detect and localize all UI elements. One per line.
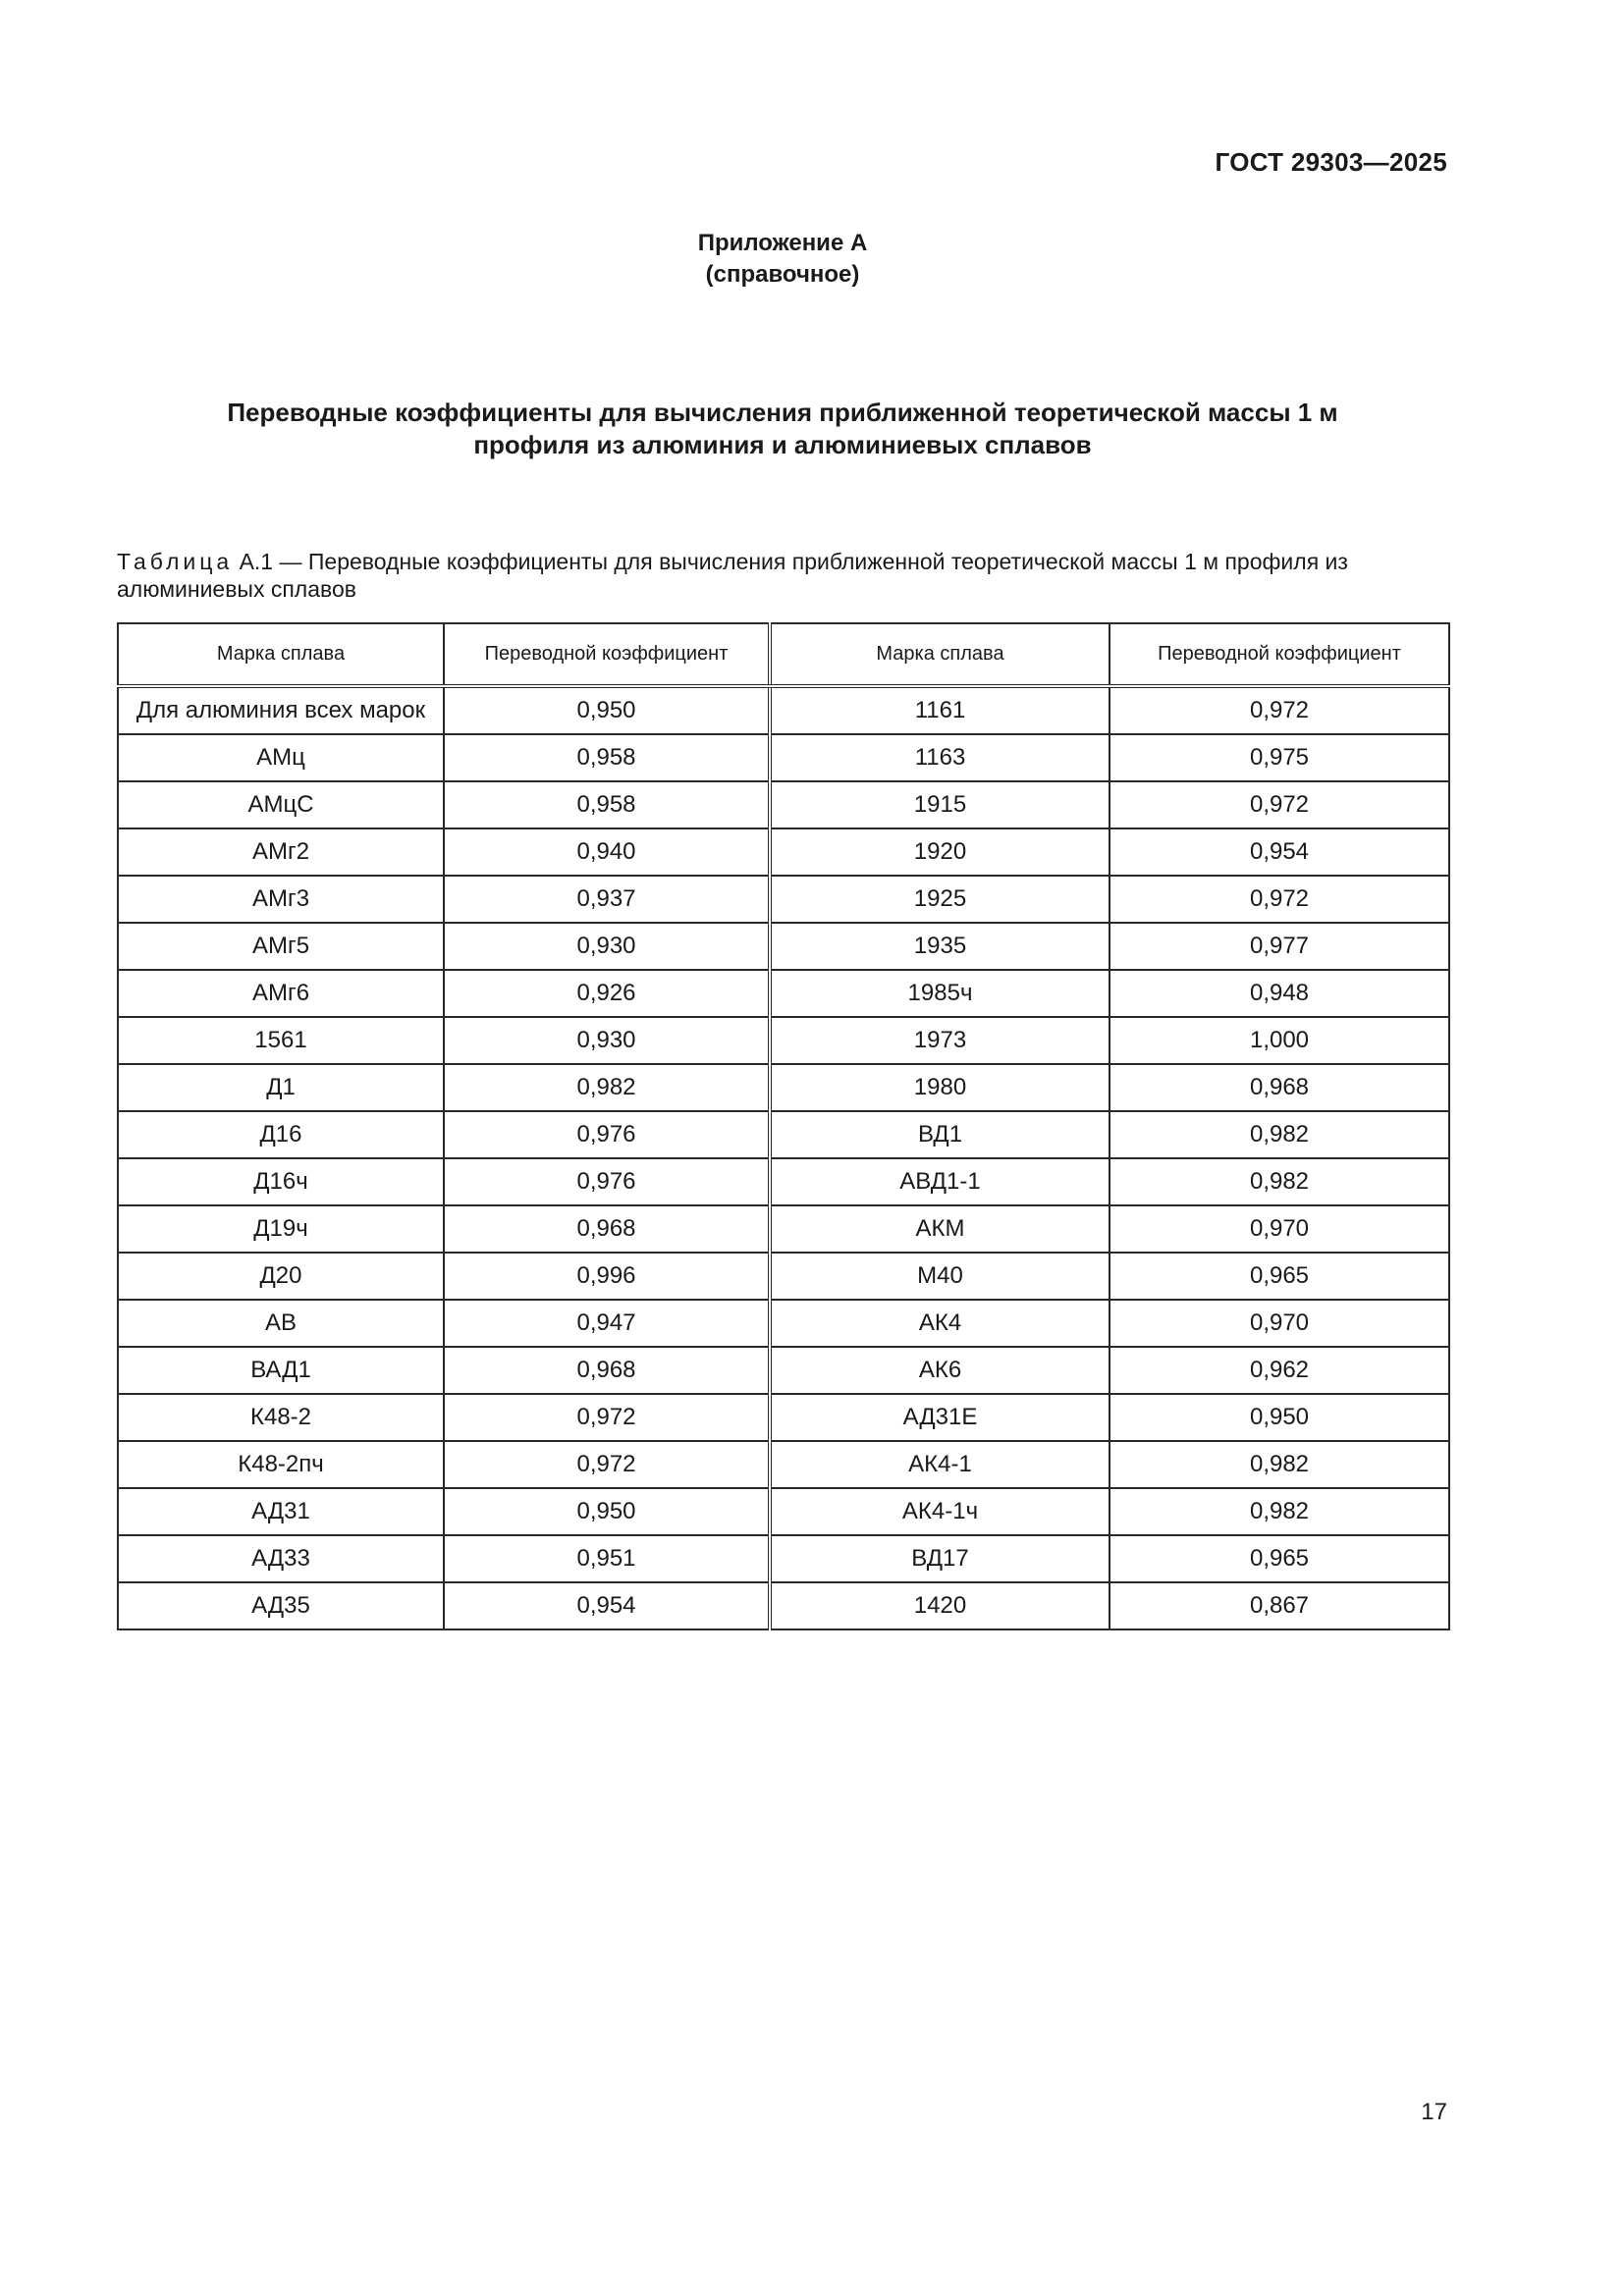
table-row [118, 970, 1449, 1017]
table-row [118, 1347, 1449, 1394]
cell-alloy-grade-right: АК4 [770, 1300, 1110, 1347]
table-row [118, 1441, 1449, 1488]
cell-coefficient-right: 0,975 [1110, 734, 1449, 781]
main-title-line-1: Переводные коэффициенты для вычисления приближенной теоретической массы 1 м [227, 398, 1338, 427]
cell-coefficient-left: 0,940 [444, 828, 770, 876]
cell-alloy-grade-left: К48-2 [118, 1394, 444, 1441]
cell-alloy-grade-right: АК4-1ч [770, 1488, 1110, 1535]
header-alloy-grade-right: Марка сплава [770, 623, 1110, 686]
cell-coefficient-left: 0,976 [444, 1111, 770, 1158]
cell-coefficient-left: 0,982 [444, 1064, 770, 1111]
header-coefficient-left: Переводной коэффициент [444, 623, 770, 686]
table-row [118, 1205, 1449, 1253]
table-row [118, 876, 1449, 923]
cell-coefficient-right: 0,982 [1110, 1111, 1449, 1158]
cell-coefficient-right: 0,950 [1110, 1394, 1449, 1441]
cell-coefficient-left: 0,950 [444, 686, 770, 734]
cell-alloy-grade-right: М40 [770, 1253, 1110, 1300]
cell-coefficient-right: 0,972 [1110, 686, 1449, 734]
cell-coefficient-left: 0,968 [444, 1205, 770, 1253]
cell-coefficient-left: 0,972 [444, 1441, 770, 1488]
cell-alloy-grade-left: Д20 [118, 1253, 444, 1300]
table-row [118, 1158, 1449, 1205]
cell-alloy-grade-left: Для алюминия всех марок [118, 686, 444, 734]
table-row [118, 1488, 1449, 1535]
cell-coefficient-left: 0,976 [444, 1158, 770, 1205]
table-header-row [118, 623, 1449, 686]
cell-alloy-grade-left: АМг2 [118, 828, 444, 876]
cell-coefficient-right: 0,977 [1110, 923, 1449, 970]
cell-coefficient-right: 0,970 [1110, 1300, 1449, 1347]
cell-alloy-grade-right: АКМ [770, 1205, 1110, 1253]
cell-coefficient-right: 0,968 [1110, 1064, 1449, 1111]
table-row [118, 1394, 1449, 1441]
cell-alloy-grade-left: К48-2пч [118, 1441, 444, 1488]
cell-alloy-grade-left: АМг5 [118, 923, 444, 970]
table-row [118, 1535, 1449, 1582]
cell-coefficient-right: 0,970 [1110, 1205, 1449, 1253]
cell-alloy-grade-left: АМц [118, 734, 444, 781]
table-row [118, 781, 1449, 828]
appendix-title: Приложение А [697, 230, 868, 256]
cell-alloy-grade-left: АД35 [118, 1582, 444, 1629]
main-title-line-2: профиля из алюминия и алюминиевых сплавов [473, 430, 1092, 459]
cell-alloy-grade-left: АМцС [118, 781, 444, 828]
header-coefficient-right: Переводной коэффициент [1110, 623, 1449, 686]
cell-coefficient-left: 0,954 [444, 1582, 770, 1629]
header-alloy-grade-left: Марка сплава [118, 623, 444, 686]
cell-coefficient-left: 0,930 [444, 923, 770, 970]
cell-coefficient-left: 0,968 [444, 1347, 770, 1394]
cell-alloy-grade-left: 1561 [118, 1017, 444, 1064]
table-row [118, 923, 1449, 970]
table-caption-text: А.1 — Переводные коэффициенты для вычисления приближенной теоретической массы 1 м профиля из алюминиевых сплавов [117, 549, 1348, 602]
cell-coefficient-right: 0,965 [1110, 1253, 1449, 1300]
document-code: ГОСТ 29303—2025 [1215, 147, 1447, 177]
cell-alloy-grade-right: АД31Е [770, 1394, 1110, 1441]
page-number: 17 [1421, 2099, 1447, 2125]
cell-alloy-grade-right: 1925 [770, 876, 1110, 923]
cell-coefficient-left: 0,937 [444, 876, 770, 923]
cell-alloy-grade-left: АВ [118, 1300, 444, 1347]
cell-coefficient-right: 0,972 [1110, 876, 1449, 923]
cell-coefficient-left: 0,950 [444, 1488, 770, 1535]
cell-alloy-grade-right: 1161 [770, 686, 1110, 734]
table-caption [117, 548, 1448, 603]
cell-coefficient-left: 0,996 [444, 1253, 770, 1300]
cell-coefficient-right: 1,000 [1110, 1017, 1449, 1064]
cell-coefficient-right: 0,982 [1110, 1441, 1449, 1488]
cell-alloy-grade-left: АМг6 [118, 970, 444, 1017]
table-row [118, 828, 1449, 876]
cell-alloy-grade-left: АМг3 [118, 876, 444, 923]
cell-alloy-grade-left: Д1 [118, 1064, 444, 1111]
cell-alloy-grade-right: 1985ч [770, 970, 1110, 1017]
table-body [118, 686, 1449, 1629]
main-title [118, 397, 1447, 461]
table-row [118, 734, 1449, 781]
cell-alloy-grade-left: Д16ч [118, 1158, 444, 1205]
cell-coefficient-right: 0,948 [1110, 970, 1449, 1017]
cell-coefficient-right: 0,972 [1110, 781, 1449, 828]
cell-coefficient-right: 0,982 [1110, 1488, 1449, 1535]
cell-alloy-grade-right: 1915 [770, 781, 1110, 828]
cell-alloy-grade-right: 1980 [770, 1064, 1110, 1111]
alloy-coefficients-table [117, 622, 1450, 1630]
cell-alloy-grade-right: АВД1-1 [770, 1158, 1110, 1205]
cell-alloy-grade-left: АД33 [118, 1535, 444, 1582]
cell-coefficient-left: 0,958 [444, 734, 770, 781]
cell-coefficient-left: 0,972 [444, 1394, 770, 1441]
cell-coefficient-left: 0,930 [444, 1017, 770, 1064]
table-row [118, 686, 1449, 734]
table-row [118, 1582, 1449, 1629]
cell-coefficient-right: 0,962 [1110, 1347, 1449, 1394]
appendix-subtitle: (справочное) [705, 261, 860, 288]
cell-coefficient-left: 0,947 [444, 1300, 770, 1347]
cell-alloy-grade-right: АК4-1 [770, 1441, 1110, 1488]
table-row [118, 1253, 1449, 1300]
cell-alloy-grade-right: АК6 [770, 1347, 1110, 1394]
cell-coefficient-left: 0,951 [444, 1535, 770, 1582]
cell-alloy-grade-right: ВД17 [770, 1535, 1110, 1582]
cell-coefficient-right: 0,954 [1110, 828, 1449, 876]
cell-coefficient-right: 0,965 [1110, 1535, 1449, 1582]
cell-coefficient-right: 0,982 [1110, 1158, 1449, 1205]
cell-alloy-grade-right: 1420 [770, 1582, 1110, 1629]
cell-coefficient-left: 0,926 [444, 970, 770, 1017]
table-row [118, 1300, 1449, 1347]
cell-coefficient-left: 0,958 [444, 781, 770, 828]
cell-alloy-grade-right: 1935 [770, 923, 1110, 970]
cell-alloy-grade-right: ВД1 [770, 1111, 1110, 1158]
appendix-heading [0, 228, 1565, 291]
cell-coefficient-right: 0,867 [1110, 1582, 1449, 1629]
table-row [118, 1017, 1449, 1064]
cell-alloy-grade-right: 1163 [770, 734, 1110, 781]
cell-alloy-grade-left: ВАД1 [118, 1347, 444, 1394]
table-row [118, 1111, 1449, 1158]
cell-alloy-grade-right: 1920 [770, 828, 1110, 876]
cell-alloy-grade-left: Д19ч [118, 1205, 444, 1253]
table-row [118, 1064, 1449, 1111]
cell-alloy-grade-right: 1973 [770, 1017, 1110, 1064]
cell-alloy-grade-left: АД31 [118, 1488, 444, 1535]
cell-alloy-grade-left: Д16 [118, 1111, 444, 1158]
table-caption-label: Таблица [117, 549, 234, 574]
